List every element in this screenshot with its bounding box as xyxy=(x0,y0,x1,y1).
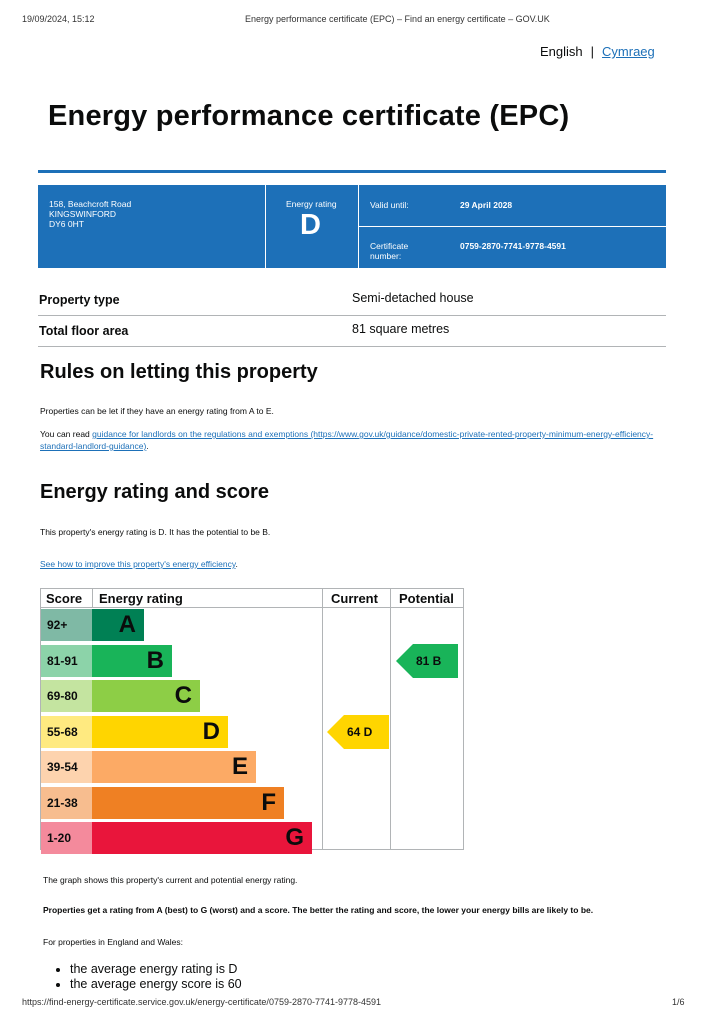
band-bar xyxy=(92,716,228,748)
column-header-score: Score xyxy=(46,591,83,606)
landlord-guidance-link-cont[interactable]: standard-landlord-guidance) xyxy=(40,441,147,451)
address-line-1: 158, Beachcroft Road xyxy=(49,199,132,209)
print-url: https://find-energy-certificate.service.gov.uk/energy-certificate/0759-2870-7741-9778-4591 xyxy=(22,997,382,1007)
band-bar xyxy=(92,822,312,854)
list-item: • the average energy rating is D xyxy=(70,962,242,977)
summary-value: Semi-detached house xyxy=(352,291,474,305)
band-bar xyxy=(92,645,172,677)
band-letter: E xyxy=(231,753,248,780)
band-bar xyxy=(92,680,200,712)
language-switcher xyxy=(540,44,655,59)
band-bar xyxy=(92,751,256,783)
column-divider xyxy=(390,589,391,849)
england-wales-intro: For properties in England and Wales: xyxy=(43,937,184,947)
column-header-energy-rating: Energy rating xyxy=(99,591,183,606)
summary-row-property-type xyxy=(38,285,666,316)
cert-label-line-2: number: xyxy=(370,251,402,261)
print-page-title: Energy performance certificate (EPC) – Find an energy certificate – GOV.UK xyxy=(245,14,550,24)
improve-paragraph xyxy=(40,558,238,570)
rating-explanation-text: Properties get a rating from A (best) to G (worst) and a score. The better the rating and score, the lower your energy bills are likely to be. xyxy=(43,905,594,915)
band-bar xyxy=(92,609,144,641)
energy-rating-chart xyxy=(40,588,464,850)
energy-rating-label: Energy rating xyxy=(286,199,337,209)
rules-paragraph-1: Properties can be let if they have an energy rating from A to E. xyxy=(40,406,274,416)
summary-value: 81 square metres xyxy=(352,322,450,336)
column-header-current: Current xyxy=(331,591,378,606)
band-letter: C xyxy=(174,682,192,709)
arrow-label: 64 D xyxy=(347,724,373,739)
column-divider xyxy=(92,589,93,607)
rules-text: You can read xyxy=(40,429,93,439)
band-score-range: 55-68 xyxy=(41,716,92,748)
address-line-2: KINGSWINFORD xyxy=(49,209,117,219)
averages-list xyxy=(40,962,242,992)
current-rating-arrow xyxy=(327,715,389,749)
rules-text-suffix: . xyxy=(146,441,149,451)
band-letter: G xyxy=(285,824,304,851)
graph-explanation: The graph shows this property's current and potential energy rating. xyxy=(43,875,298,885)
summary-key: Total floor area xyxy=(39,324,129,338)
address-line-3: DY6 0HT xyxy=(49,219,84,229)
rating-explanation xyxy=(43,904,683,916)
language-separator: | xyxy=(590,44,595,59)
summary-row-floor-area xyxy=(38,316,666,347)
rules-heading: Rules on letting this property xyxy=(40,361,318,383)
band-score-range: 21-38 xyxy=(41,787,92,819)
language-english: English xyxy=(540,44,583,59)
potential-rating-arrow xyxy=(396,644,458,678)
energy-rating-letter: D xyxy=(300,209,321,241)
improve-efficiency-link[interactable]: See how to improve this property's energy efficiency xyxy=(40,559,236,569)
chart-header-row xyxy=(41,589,463,608)
band-score-range: 69-80 xyxy=(41,680,92,712)
band-letter: D xyxy=(202,717,220,745)
arrow-label: 81 B xyxy=(416,653,442,668)
band-letter: B xyxy=(146,646,164,674)
band-score-range: 81-91 xyxy=(41,645,92,677)
valid-until-value: 29 April 2028 xyxy=(460,200,513,210)
band-score-range: 39-54 xyxy=(41,751,92,783)
page-title: Energy performance certificate (EPC) xyxy=(48,100,570,132)
landlord-guidance-link[interactable]: guidance for landlords on the regulations and exemptions (https://www.gov.uk/guidance/domestic-private-rented-property-minimum-energy-efficiency- xyxy=(92,429,654,439)
improve-suffix: . xyxy=(235,559,238,569)
cert-label-line-1: Certificate xyxy=(370,241,409,251)
energy-rating-paragraph: This property's energy rating is D. It has the potential to be B. xyxy=(40,527,271,537)
language-welsh-link[interactable]: Cymraeg xyxy=(602,44,655,59)
print-datetime: 19/09/2024, 15:12 xyxy=(22,14,95,24)
band-bar xyxy=(92,787,284,819)
energy-rating-heading: Energy rating and score xyxy=(40,481,269,503)
epc-summary-box xyxy=(38,185,666,268)
print-page-number: 1/6 xyxy=(672,997,685,1007)
certificate-number-label xyxy=(370,241,408,261)
valid-until-label: Valid until: xyxy=(370,200,409,210)
band-score-range: 92+ xyxy=(41,609,92,641)
column-divider xyxy=(322,589,323,849)
list-item: • the average energy score is 60 xyxy=(70,977,242,992)
band-letter: F xyxy=(261,788,276,816)
rules-paragraph-2 xyxy=(40,428,660,452)
box-divider xyxy=(265,185,266,268)
box-divider xyxy=(358,226,666,227)
band-score-range: 1-20 xyxy=(41,822,92,854)
summary-key: Property type xyxy=(39,293,120,307)
band-letter: A xyxy=(118,611,136,638)
column-header-potential: Potential xyxy=(399,591,454,606)
property-address xyxy=(49,199,131,229)
certificate-number-value: 0759-2870-7741-9778-4591 xyxy=(460,241,566,251)
property-summary-table xyxy=(38,285,666,347)
title-divider xyxy=(38,170,666,173)
